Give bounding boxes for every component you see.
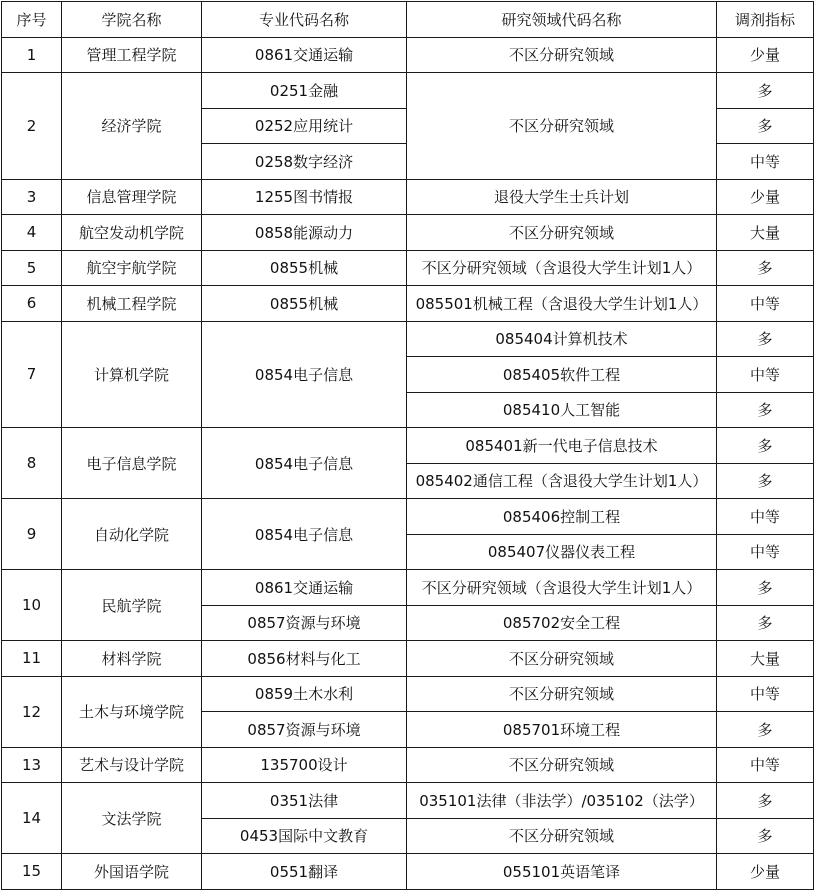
major-cell: 0856材料与化工 xyxy=(202,641,407,677)
research-cell: 085410人工智能 xyxy=(407,392,717,428)
college-cell: 材料学院 xyxy=(62,641,202,677)
quota-cell: 多 xyxy=(717,712,814,748)
college-cell: 民航学院 xyxy=(62,570,202,641)
table-row xyxy=(2,179,814,215)
major-cell: 1255图书情报 xyxy=(202,179,407,215)
quota-cell: 中等 xyxy=(717,676,814,712)
quota-cell: 多 xyxy=(717,783,814,819)
major-cell: 0858能源动力 xyxy=(202,215,407,251)
quota-cell: 少量 xyxy=(717,37,814,73)
research-cell: 不区分研究领域 xyxy=(407,215,717,251)
seq-cell: 15 xyxy=(2,854,62,890)
research-cell: 085404计算机技术 xyxy=(407,321,717,357)
quota-cell: 少量 xyxy=(717,179,814,215)
table-row xyxy=(2,428,814,464)
research-cell: 不区分研究领域 xyxy=(407,747,717,783)
seq-cell: 6 xyxy=(2,286,62,322)
research-cell: 085402通信工程（含退役大学生计划1人） xyxy=(407,463,717,499)
quota-cell: 大量 xyxy=(717,215,814,251)
table-row xyxy=(2,783,814,819)
quota-cell: 大量 xyxy=(717,641,814,677)
college-cell: 信息管理学院 xyxy=(62,179,202,215)
research-cell: 不区分研究领域 xyxy=(407,818,717,854)
quota-cell: 多 xyxy=(717,321,814,357)
college-cell: 机械工程学院 xyxy=(62,286,202,322)
major-cell: 0351法律 xyxy=(202,783,407,819)
research-cell: 085702安全工程 xyxy=(407,605,717,641)
college-cell: 航空发动机学院 xyxy=(62,215,202,251)
research-cell: 055101英语笔译 xyxy=(407,854,717,890)
college-cell: 自动化学院 xyxy=(62,499,202,570)
research-cell: 不区分研究领域 xyxy=(407,73,717,180)
research-cell: 退役大学生士兵计划 xyxy=(407,179,717,215)
seq-cell: 5 xyxy=(2,250,62,286)
college-cell: 土木与环境学院 xyxy=(62,676,202,747)
table-row xyxy=(2,73,814,109)
header-row xyxy=(2,2,814,38)
major-cell: 0252应用统计 xyxy=(202,108,407,144)
research-cell: 085501机械工程（含退役大学生计划1人） xyxy=(407,286,717,322)
quota-cell: 多 xyxy=(717,73,814,109)
header-research: 研究领域代码名称 xyxy=(407,2,717,38)
quota-cell: 中等 xyxy=(717,499,814,535)
table-row xyxy=(2,215,814,251)
header-major: 专业代码名称 xyxy=(202,2,407,38)
research-cell: 085406控制工程 xyxy=(407,499,717,535)
research-cell: 不区分研究领域（含退役大学生计划1人） xyxy=(407,570,717,606)
table-row xyxy=(2,641,814,677)
major-cell: 0551翻译 xyxy=(202,854,407,890)
header-quota: 调剂指标 xyxy=(717,2,814,38)
quota-cell: 多 xyxy=(717,818,814,854)
table-row xyxy=(2,676,814,712)
quota-cell: 中等 xyxy=(717,144,814,180)
major-cell: 135700设计 xyxy=(202,747,407,783)
college-cell: 计算机学院 xyxy=(62,321,202,428)
table-row xyxy=(2,747,814,783)
seq-cell: 1 xyxy=(2,37,62,73)
quota-cell: 多 xyxy=(717,392,814,428)
research-cell: 不区分研究领域 xyxy=(407,676,717,712)
quota-cell: 多 xyxy=(717,108,814,144)
seq-cell: 9 xyxy=(2,499,62,570)
table-row xyxy=(2,321,814,357)
college-cell: 管理工程学院 xyxy=(62,37,202,73)
major-cell: 0855机械 xyxy=(202,286,407,322)
research-cell: 085407仪器仪表工程 xyxy=(407,534,717,570)
college-cell: 外国语学院 xyxy=(62,854,202,890)
table-row xyxy=(2,499,814,535)
quota-cell: 多 xyxy=(717,605,814,641)
seq-cell: 8 xyxy=(2,428,62,499)
college-cell: 电子信息学院 xyxy=(62,428,202,499)
research-cell: 不区分研究领域 xyxy=(407,641,717,677)
seq-cell: 13 xyxy=(2,747,62,783)
table-row xyxy=(2,854,814,890)
table-row xyxy=(2,570,814,606)
research-cell: 085405软件工程 xyxy=(407,357,717,393)
adjustment-table xyxy=(1,1,814,890)
major-cell: 0258数字经济 xyxy=(202,144,407,180)
research-cell: 不区分研究领域（含退役大学生计划1人） xyxy=(407,250,717,286)
seq-cell: 2 xyxy=(2,73,62,180)
header-college: 学院名称 xyxy=(62,2,202,38)
research-cell: 不区分研究领域 xyxy=(407,37,717,73)
major-cell: 0859土木水利 xyxy=(202,676,407,712)
header-seq: 序号 xyxy=(2,2,62,38)
major-cell: 0857资源与环境 xyxy=(202,605,407,641)
quota-cell: 多 xyxy=(717,428,814,464)
major-cell: 0861交通运输 xyxy=(202,570,407,606)
major-cell: 0855机械 xyxy=(202,250,407,286)
major-cell: 0854电子信息 xyxy=(202,321,407,428)
quota-cell: 中等 xyxy=(717,534,814,570)
seq-cell: 14 xyxy=(2,783,62,854)
seq-cell: 10 xyxy=(2,570,62,641)
major-cell: 0861交通运输 xyxy=(202,37,407,73)
quota-cell: 多 xyxy=(717,250,814,286)
seq-cell: 11 xyxy=(2,641,62,677)
major-cell: 0854电子信息 xyxy=(202,499,407,570)
major-cell: 0251金融 xyxy=(202,73,407,109)
major-cell: 0453国际中文教育 xyxy=(202,818,407,854)
seq-cell: 3 xyxy=(2,179,62,215)
seq-cell: 7 xyxy=(2,321,62,428)
seq-cell: 12 xyxy=(2,676,62,747)
quota-cell: 多 xyxy=(717,463,814,499)
quota-cell: 少量 xyxy=(717,854,814,890)
college-cell: 文法学院 xyxy=(62,783,202,854)
research-cell: 085401新一代电子信息技术 xyxy=(407,428,717,464)
table-row xyxy=(2,250,814,286)
quota-cell: 多 xyxy=(717,570,814,606)
college-cell: 经济学院 xyxy=(62,73,202,180)
quota-cell: 中等 xyxy=(717,286,814,322)
table-row xyxy=(2,37,814,73)
table-row xyxy=(2,286,814,322)
quota-cell: 中等 xyxy=(717,747,814,783)
college-cell: 艺术与设计学院 xyxy=(62,747,202,783)
college-cell: 航空宇航学院 xyxy=(62,250,202,286)
quota-cell: 中等 xyxy=(717,357,814,393)
research-cell: 085701环境工程 xyxy=(407,712,717,748)
research-cell: 035101法律（非法学）/035102（法学） xyxy=(407,783,717,819)
major-cell: 0857资源与环境 xyxy=(202,712,407,748)
major-cell: 0854电子信息 xyxy=(202,428,407,499)
seq-cell: 4 xyxy=(2,215,62,251)
